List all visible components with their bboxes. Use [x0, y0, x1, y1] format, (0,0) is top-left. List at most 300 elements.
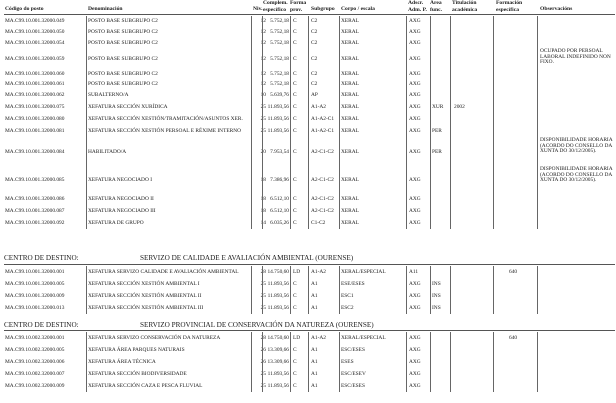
cell-adscr: AXG — [409, 347, 421, 353]
column-divider — [251, 205, 252, 217]
column-divider — [450, 125, 451, 137]
column-divider — [308, 205, 309, 217]
column-divider — [339, 137, 340, 166]
column-divider — [406, 368, 407, 380]
column-divider — [450, 205, 451, 217]
column-divider — [86, 113, 87, 125]
column-divider — [450, 166, 451, 193]
cell-niv: 25 — [260, 293, 266, 299]
cell-forma: C — [293, 281, 297, 287]
column-divider — [537, 166, 538, 193]
cell-denominacion: XEFATURA SECCIÓN XESTIÓN AMBIENTAL I — [88, 281, 200, 287]
cell-subgrupo: A1 — [311, 371, 318, 377]
column-divider — [450, 356, 451, 368]
column-divider — [308, 79, 309, 89]
column-divider — [430, 125, 431, 137]
cell-area: INS — [432, 281, 441, 287]
column-divider — [251, 344, 252, 356]
column-divider — [251, 356, 252, 368]
cell-codigo: MA.C99.10.001.32000.086 — [5, 196, 65, 202]
cell-denominacion: XEFATURA SECCIÓN XESTIÓN AMBIENTAL III — [88, 305, 204, 311]
column-divider — [290, 48, 291, 69]
column-divider — [308, 368, 309, 380]
column-divider — [406, 193, 407, 205]
column-divider — [493, 344, 494, 356]
cell-complem: 6.512,10 — [270, 196, 289, 202]
cell-corpo: ESC1 — [341, 293, 354, 299]
cell-forma: C — [293, 103, 297, 110]
cell-adscr: AXG — [409, 128, 421, 134]
column-divider — [251, 290, 252, 302]
cell-complem: 11.893,56 — [267, 293, 289, 299]
cell-forma: C — [293, 371, 297, 377]
column-divider — [262, 217, 263, 229]
cell-complem: 13.309,66 — [267, 359, 289, 365]
column-divider — [450, 48, 451, 69]
cell-complem: 5.752,18 — [270, 71, 289, 77]
cell-forma: C — [293, 91, 297, 98]
table-row — [0, 356, 616, 368]
cell-adscr: AXG — [409, 17, 421, 24]
cell-corpo: XERAL — [341, 28, 359, 35]
column-divider — [86, 278, 87, 290]
centro-destino-natureza — [4, 321, 374, 329]
column-divider — [339, 344, 340, 356]
column-divider — [86, 79, 87, 89]
column-divider — [430, 205, 431, 217]
cell-adscr: AXG — [409, 91, 421, 98]
column-divider — [406, 302, 407, 314]
column-divider — [339, 356, 340, 368]
header-corpo: Corpo / escala — [341, 6, 375, 12]
cell-adscr: AXG — [409, 116, 421, 122]
cell-codigo: MA.C99.10.002.32000.005 — [5, 347, 65, 353]
column-divider — [339, 69, 340, 79]
cell-denominacion: POSTO BASE SUBGRUPO C2 — [88, 55, 158, 62]
cell-denominacion: XEFATURA SECCIÓN XESTIÓN AMBIENTAL II — [88, 293, 202, 299]
table-row — [0, 25, 616, 38]
column-divider — [493, 113, 494, 125]
cell-subgrupo: A1-A2-C1 — [311, 116, 335, 122]
column-divider — [86, 368, 87, 380]
column-divider — [537, 368, 538, 380]
table-row — [0, 205, 616, 217]
column-divider — [251, 113, 252, 125]
cell-area: INS — [432, 305, 441, 311]
header-titulacion: Titulación académica — [452, 0, 478, 13]
column-divider — [339, 266, 340, 278]
column-divider — [430, 69, 431, 79]
column-divider — [86, 89, 87, 100]
column-divider — [262, 125, 263, 137]
cell-complem: 5.639,76 — [270, 91, 289, 98]
column-divider — [493, 205, 494, 217]
cell-corpo: XERAL — [341, 208, 359, 214]
cell-subgrupo: A2-C1-C2 — [311, 196, 334, 202]
cell-niv: 25 — [260, 281, 266, 287]
column-divider — [430, 356, 431, 368]
column-divider — [537, 344, 538, 356]
cell-codigo: MA.C99.10.001.32000.009 — [5, 293, 65, 299]
column-divider — [86, 380, 87, 392]
cell-denominacion: XEFATURA SECCIÓN XURÍDICA — [88, 103, 168, 110]
cell-niv: 12 — [260, 81, 266, 87]
column-divider — [430, 380, 431, 392]
column-divider — [262, 344, 263, 356]
column-divider — [339, 38, 340, 48]
column-divider — [86, 332, 87, 344]
column-divider — [262, 48, 263, 69]
column-divider — [450, 266, 451, 278]
column-divider — [430, 332, 431, 344]
centro-title: SERVIZO DE CALIDADE E AVALIACIÓN AMBIENTAL (OURENSE) — [140, 254, 354, 262]
cell-denominacion: XEFATURA SERVIZO CALIDADE E AVALIACIÓN AMBIENTAL — [88, 269, 239, 275]
column-divider — [251, 380, 252, 392]
column-divider — [537, 48, 538, 69]
cell-codigo: MA.C99.10.001.32000.062 — [5, 91, 65, 98]
cell-denominacion: XEFATURA NEGOCIADO III — [88, 208, 156, 214]
column-divider — [262, 332, 263, 344]
header-codigo: Código do posto — [5, 6, 44, 12]
cell-adscr: AXG — [409, 281, 421, 287]
column-divider — [406, 79, 407, 89]
column-divider — [262, 380, 263, 392]
cell-subgrupo: A1 — [311, 305, 318, 311]
cell-corpo: XERAL — [341, 103, 359, 110]
table-row — [0, 125, 616, 137]
cell-forma: C — [293, 196, 297, 202]
column-divider — [406, 332, 407, 344]
column-divider — [450, 332, 451, 344]
cell-subgrupo: C2 — [311, 81, 318, 87]
cell-codigo: MA.C99.10.001.32000.084 — [5, 148, 65, 155]
centro-rule — [4, 330, 615, 331]
column-divider — [290, 344, 291, 356]
column-divider — [493, 69, 494, 79]
cell-observacions: DISPONIBILIDADE HORARIA (ACORDO DO CONSELLO DA XUNTA DO 30/12/2005). — [540, 137, 613, 155]
column-divider — [251, 137, 252, 166]
column-divider — [493, 290, 494, 302]
cell-corpo: ESC/ESES — [341, 383, 365, 389]
table-row — [0, 278, 616, 290]
cell-corpo: XERAL — [341, 148, 359, 155]
cell-niv: 18 — [260, 208, 266, 214]
table-row — [0, 166, 616, 193]
cell-subgrupo: C1-C2 — [311, 220, 326, 226]
cell-subgrupo: A2-C1-C2 — [311, 148, 334, 155]
cell-subgrupo: C2 — [311, 17, 318, 24]
cell-denominacion: HABILITADO/A — [88, 148, 127, 155]
column-divider — [251, 100, 252, 113]
cell-forma: C — [293, 71, 297, 77]
cell-denominacion: SUBALTERNO/A — [88, 91, 129, 98]
column-divider — [86, 69, 87, 79]
column-divider — [86, 25, 87, 38]
column-divider — [493, 38, 494, 48]
column-divider — [430, 48, 431, 69]
header-niv: Niv. — [253, 6, 263, 12]
column-divider — [86, 137, 87, 166]
cell-subgrupo: A1-A2 — [311, 269, 326, 275]
column-divider — [308, 166, 309, 193]
cell-corpo: XERAL — [341, 17, 359, 24]
cell-complem: 13.309,66 — [267, 347, 289, 353]
column-divider — [308, 332, 309, 344]
cell-codigo: MA.C99.10.001.32000.001 — [5, 269, 65, 275]
table-row — [0, 266, 616, 278]
cell-forma: C — [293, 128, 297, 134]
cell-niv: 28 — [260, 269, 266, 275]
column-divider — [262, 278, 263, 290]
column-divider — [339, 368, 340, 380]
cell-codigo: MA.C99.10.001.32000.075 — [5, 103, 65, 110]
cell-forma: C — [293, 359, 297, 365]
cell-adscr: AXG — [409, 293, 421, 299]
column-divider — [290, 100, 291, 113]
cell-adscr: AXG — [409, 40, 421, 46]
cell-niv: 26 — [260, 359, 266, 365]
cell-complem: 5.752,18 — [270, 28, 289, 35]
cell-codigo: MA.C99.10.001.32000.054 — [5, 40, 65, 46]
column-divider — [339, 193, 340, 205]
cell-codigo: MA.C99.10.001.32000.059 — [5, 55, 65, 62]
column-divider — [86, 356, 87, 368]
cell-codigo: MA.C99.10.001.32000.005 — [5, 281, 65, 287]
column-divider — [308, 193, 309, 205]
cell-niv: 12 — [260, 71, 266, 77]
column-divider — [262, 356, 263, 368]
cell-complem: 14.750,60 — [267, 269, 289, 275]
cell-denominacion: POSTO BASE SUBGRUPO C2 — [88, 71, 158, 77]
column-divider — [290, 125, 291, 137]
header-denominacion: Denominación — [88, 6, 123, 12]
column-divider — [290, 25, 291, 38]
cell-niv: 12 — [260, 55, 266, 62]
table-row — [0, 193, 616, 205]
column-divider — [430, 302, 431, 314]
column-divider — [339, 332, 340, 344]
column-divider — [406, 100, 407, 113]
column-divider — [430, 166, 431, 193]
cell-adscr: AXG — [409, 55, 421, 62]
column-divider — [308, 302, 309, 314]
column-divider — [262, 100, 263, 113]
cell-formacion: 640 — [509, 269, 518, 275]
column-divider — [290, 290, 291, 302]
column-divider — [262, 137, 263, 166]
cell-codigo: MA.C99.10.001.32000.013 — [5, 305, 65, 311]
column-divider — [450, 137, 451, 166]
column-divider — [262, 205, 263, 217]
column-divider — [493, 302, 494, 314]
header-forma: Forma prov. — [290, 0, 307, 13]
table-row — [0, 380, 616, 392]
column-divider — [537, 25, 538, 38]
cell-area: PER — [432, 128, 442, 134]
cell-niv: 28 — [260, 335, 266, 341]
column-divider — [450, 89, 451, 100]
cell-subgrupo: A1-A2 — [311, 103, 326, 110]
column-divider — [251, 278, 252, 290]
cell-codigo: MA.C99.10.001.32000.087 — [5, 208, 65, 214]
cell-corpo: ESC/ESES — [341, 347, 365, 353]
column-divider — [450, 193, 451, 205]
cell-observacions: DISPONIBILIDADE HORARIA (ACORDO DO CONSELLO DA XUNTA DO 30/12/2005). — [540, 166, 613, 184]
column-divider — [251, 69, 252, 79]
cell-niv: 12 — [260, 17, 266, 24]
cell-subgrupo: A1 — [311, 383, 318, 389]
column-divider — [290, 89, 291, 100]
cell-adscr: AXG — [409, 148, 421, 155]
column-divider — [251, 332, 252, 344]
table-row — [0, 217, 616, 229]
column-divider — [430, 16, 431, 25]
cell-denominacion: XEFATURA SECCIÓN XESTIÓN PERSOAL E RÉXIME INTERNO — [88, 128, 242, 134]
cell-codigo: MA.C99.10.002.32000.007 — [5, 371, 65, 377]
column-divider — [430, 266, 431, 278]
cell-complem: 11.893,56 — [267, 281, 289, 287]
column-divider — [86, 302, 87, 314]
column-divider — [406, 290, 407, 302]
header-area: Área func. — [430, 0, 442, 13]
column-divider — [493, 16, 494, 25]
column-divider — [430, 100, 431, 113]
table-row — [0, 100, 616, 113]
column-divider — [406, 69, 407, 79]
cell-denominacion: XEFATURA SECCIÓN CAZA E PESCA FLUVIAL — [88, 383, 203, 389]
cell-subgrupo: A1 — [311, 293, 318, 299]
column-divider — [86, 205, 87, 217]
cell-complem: 11.893,56 — [267, 103, 289, 110]
column-divider — [537, 217, 538, 229]
cell-corpo: ESES — [341, 359, 354, 365]
column-divider — [251, 125, 252, 137]
column-divider — [537, 266, 538, 278]
column-divider — [493, 89, 494, 100]
cell-codigo: MA.C99.10.001.32000.085 — [5, 176, 65, 183]
column-divider — [450, 100, 451, 113]
cell-denominacion: POSTO BASE SUBGRUPO C2 — [88, 17, 158, 24]
column-divider — [430, 89, 431, 100]
cell-adscr: AXG — [409, 383, 421, 389]
cell-subgrupo: A1-A2-C1 — [311, 128, 335, 134]
cell-complem: 5.752,18 — [270, 40, 289, 46]
column-divider — [493, 125, 494, 137]
column-divider — [406, 356, 407, 368]
column-divider — [308, 38, 309, 48]
column-divider — [339, 16, 340, 25]
column-divider — [290, 113, 291, 125]
table-row — [0, 38, 616, 48]
column-divider — [251, 266, 252, 278]
column-divider — [290, 302, 291, 314]
column-divider — [493, 48, 494, 69]
column-divider — [430, 278, 431, 290]
table-row — [0, 137, 616, 166]
column-divider — [493, 217, 494, 229]
column-divider — [406, 380, 407, 392]
cell-denominacion: POSTO BASE SUBGRUPO C2 — [88, 40, 158, 46]
centro-destino-calidade — [4, 254, 354, 262]
cell-corpo: XERAL — [341, 128, 359, 134]
table-row — [0, 302, 616, 314]
cell-forma: C — [293, 176, 297, 183]
column-divider — [537, 302, 538, 314]
column-divider — [86, 217, 87, 229]
header-subgrupo: Subgrupo — [311, 6, 335, 12]
table-row — [0, 113, 616, 125]
column-divider — [339, 79, 340, 89]
column-divider — [308, 69, 309, 79]
cell-niv: 12 — [260, 28, 266, 35]
cell-forma: C — [293, 28, 297, 35]
column-divider — [493, 25, 494, 38]
column-divider — [290, 69, 291, 79]
column-divider — [251, 16, 252, 25]
cell-denominacion: XEFATURA ÁREA PARQUES NATURAIS — [88, 347, 185, 353]
cell-forma: LD — [293, 269, 301, 275]
column-divider — [290, 356, 291, 368]
column-divider — [86, 125, 87, 137]
cell-corpo: XERAL — [341, 116, 359, 122]
table-row — [0, 344, 616, 356]
column-divider — [290, 16, 291, 25]
cell-adscr: AXG — [409, 359, 421, 365]
header-complem: Complem. específico — [263, 0, 288, 13]
cell-forma: C — [293, 305, 297, 311]
cell-denominacion: XEFATURA NEGOCIADO II — [88, 196, 154, 202]
column-divider — [339, 380, 340, 392]
column-divider — [86, 100, 87, 113]
centro-title: SERVIZO PROVINCIAL DE CONSERVACIÓN DA NATUREZA (OURENSE) — [140, 321, 374, 329]
cell-subgrupo: A2-C1-C2 — [311, 208, 334, 214]
column-divider — [430, 113, 431, 125]
column-divider — [251, 89, 252, 100]
cell-observacions: OCUPADO POR PERSOAL LABORAL INDEFINIDO NON FIXO. — [540, 48, 611, 66]
header-rule — [4, 14, 615, 15]
column-divider — [406, 16, 407, 25]
column-divider — [493, 79, 494, 89]
column-divider — [262, 69, 263, 79]
column-divider — [537, 356, 538, 368]
column-divider — [290, 137, 291, 166]
column-divider — [450, 217, 451, 229]
header-adscr: Adscr. Adm. P. — [408, 0, 427, 13]
column-divider — [493, 380, 494, 392]
column-divider — [86, 48, 87, 69]
cell-corpo: XERAL — [341, 196, 359, 202]
cell-denominacion: XEFATURA ÁREA TÉCNICA — [88, 359, 156, 365]
column-divider — [308, 100, 309, 113]
column-divider — [537, 380, 538, 392]
column-divider — [308, 278, 309, 290]
column-divider — [430, 290, 431, 302]
cell-corpo: XERAL/ESPECIAL — [341, 269, 386, 275]
column-divider — [262, 266, 263, 278]
column-divider — [493, 356, 494, 368]
cell-complem: 7.386,96 — [270, 176, 289, 183]
cell-forma: C — [293, 116, 297, 122]
column-divider — [493, 193, 494, 205]
column-divider — [493, 278, 494, 290]
cell-codigo: MA.C99.10.001.32000.080 — [5, 116, 65, 122]
column-divider — [290, 193, 291, 205]
cell-complem: 11.893,56 — [267, 116, 289, 122]
cell-niv: 14 — [260, 220, 266, 226]
cell-codigo: MA.C99.10.001.32000.060 — [5, 71, 65, 77]
cell-forma: C — [293, 383, 297, 389]
column-divider — [86, 266, 87, 278]
